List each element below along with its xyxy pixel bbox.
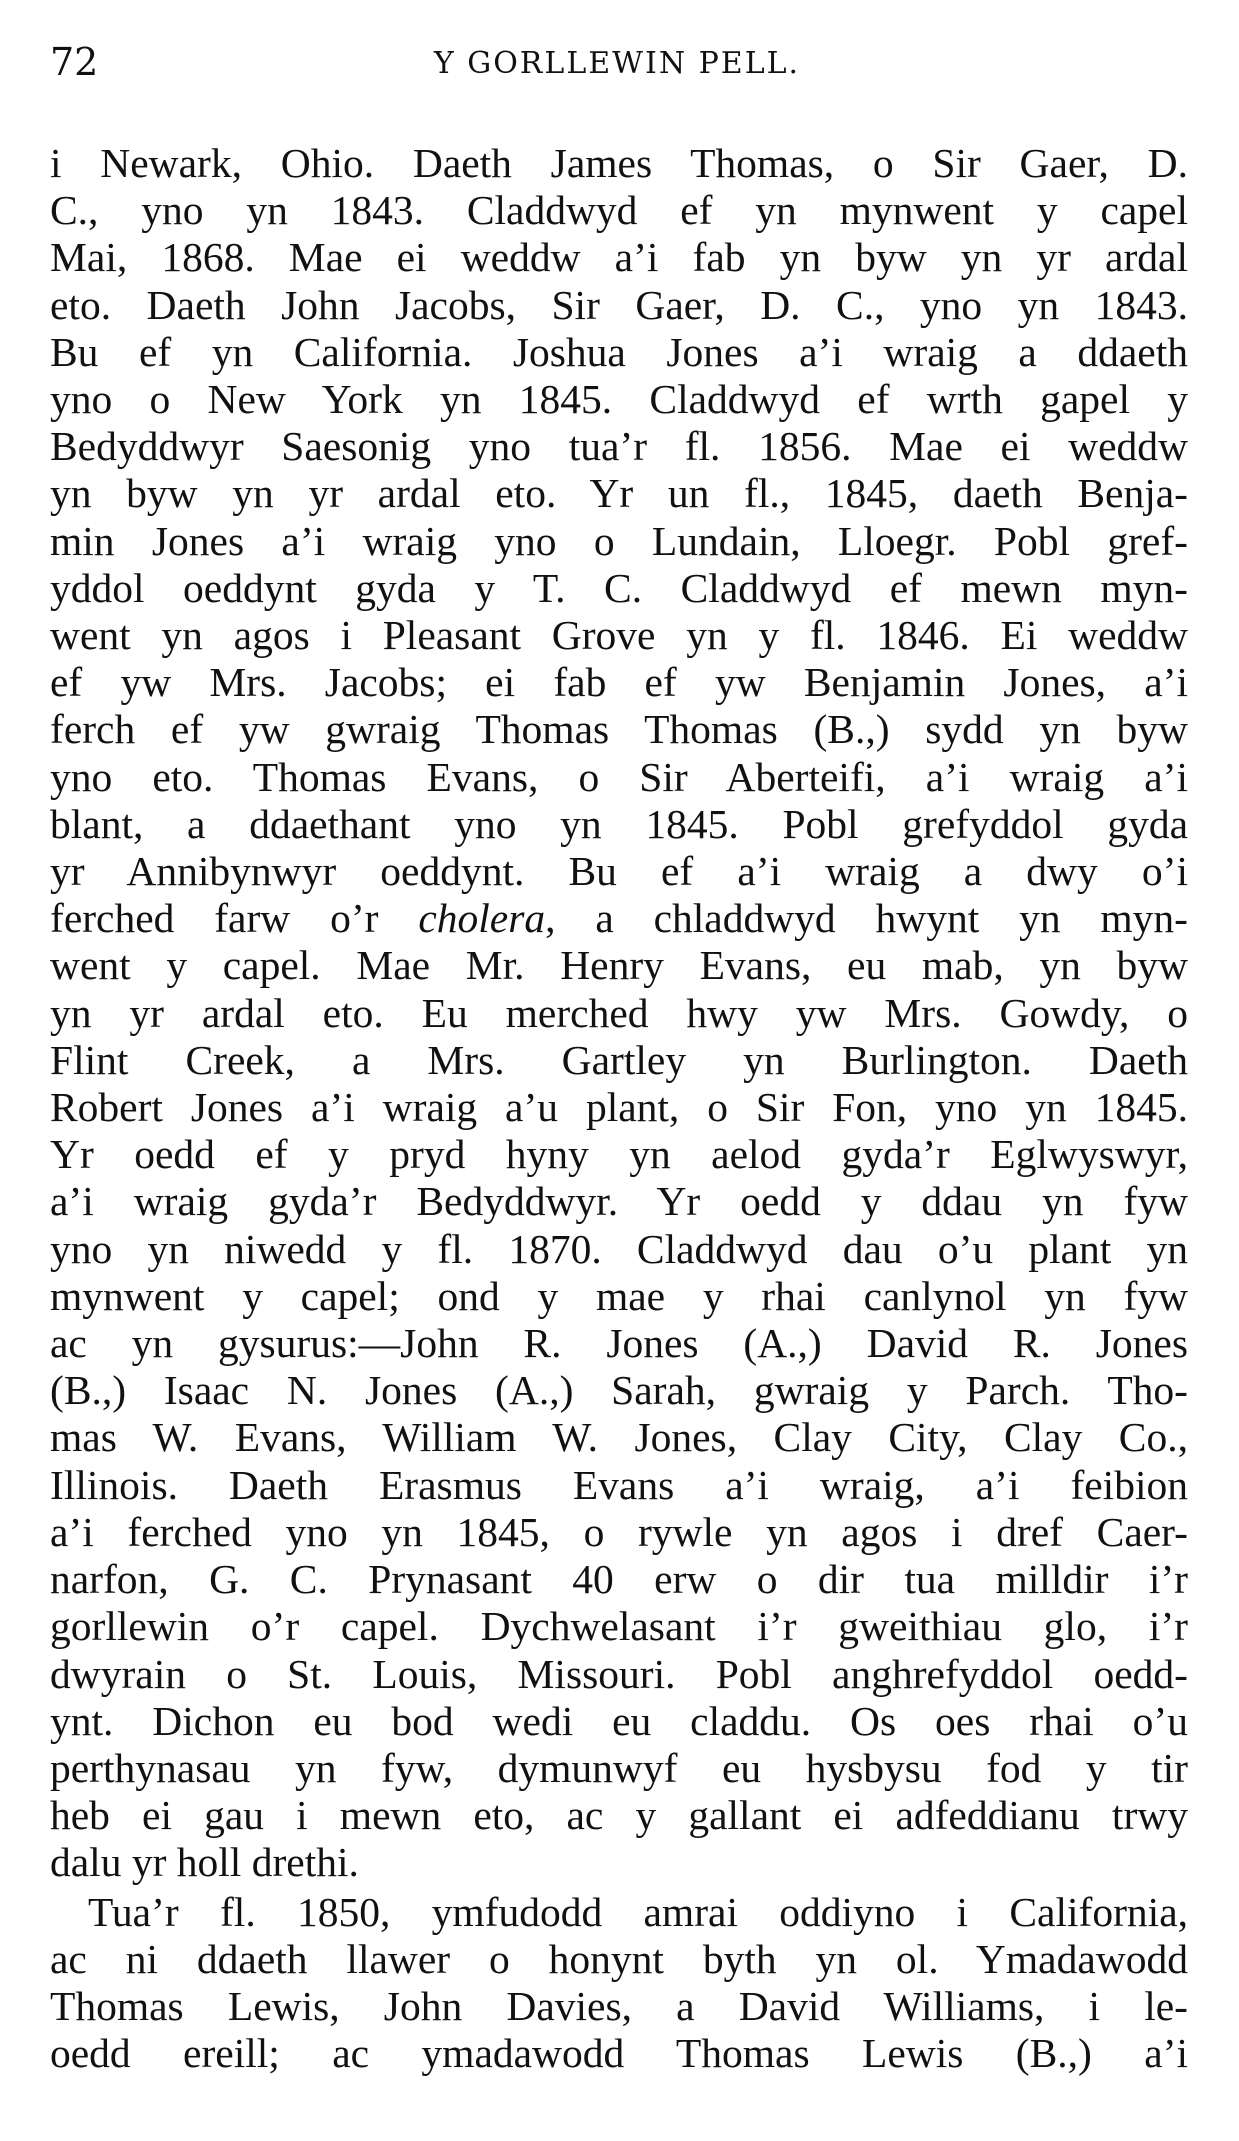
body-text: [50, 140, 1188, 2077]
italic-word: cholera: [418, 895, 546, 942]
text-line: Thomas Lewis, John Davies, a David Williams, i le-: [50, 1982, 1188, 2029]
running-head: Y GORLLEWIN PELL.: [433, 46, 801, 81]
paragraph: [50, 140, 1188, 1887]
text-line: heb ei gau i mewn eto, ac y gallant ei adfeddianu trwy: [50, 1792, 1188, 1839]
text-line: ef yw Mrs. Jacobs; ei fab ef yw Benjamin Jones, a’i: [50, 659, 1188, 706]
text-line: yr Annibynwyr oeddynt. Bu ef a’i wraig a dwy o’i: [50, 848, 1188, 895]
paragraph: [50, 1889, 1188, 2078]
text-line: yno eto. Thomas Evans, o Sir Aberteifi, a’i wraig a’i: [50, 753, 1188, 800]
page-header: [50, 40, 1184, 100]
text-line: went y capel. Mae Mr. Henry Evans, eu mab, yn byw: [50, 942, 1188, 989]
text-line: ynt. Dichon eu bod wedi eu claddu. Os oes rhai o’u: [50, 1697, 1188, 1744]
text-line: narfon, G. C. Prynasant 40 erw o dir tua milldir i’r: [50, 1556, 1188, 1603]
text-line: (B.,) Isaac N. Jones (A.,) Sarah, gwraig y Parch. Tho-: [50, 1367, 1188, 1414]
text-line: mynwent y capel; ond y mae y rhai canlynol yn fyw: [50, 1272, 1188, 1319]
text-line: Yr oedd ef y pryd hyny yn aelod gyda’r Eglwyswyr,: [50, 1131, 1188, 1178]
text-line: C., yno yn 1843. Claddwyd ef yn mynwent y capel: [50, 187, 1188, 234]
text-line: ac ni ddaeth llawer o honynt byth yn ol. Ymadawodd: [50, 1935, 1188, 1982]
text-line: dwyrain o St. Louis, Missouri. Pobl anghrefyddol oedd-: [50, 1650, 1188, 1697]
text-line: Tua’r fl. 1850, ymfudodd amrai oddiyno i California,: [88, 1888, 1188, 1935]
text-line: ac yn gysurus:—John R. Jones (A.,) David R. Jones: [50, 1320, 1188, 1367]
text-line: yno yn niwedd y fl. 1870. Claddwyd dau o’u plant yn: [50, 1225, 1188, 1272]
text-line: mas W. Evans, William W. Jones, Clay City, Clay Co.,: [50, 1414, 1188, 1461]
text-line: ferch ef yw gwraig Thomas Thomas (B.,) sydd yn byw: [50, 706, 1188, 753]
text-line: Robert Jones a’i wraig a’u plant, o Sir Fon, yno yn 1845.: [50, 1084, 1188, 1131]
text-line: Flint Creek, a Mrs. Gartley yn Burlington. Daeth: [50, 1036, 1188, 1083]
text-line: i Newark, Ohio. Daeth James Thomas, o Sir Gaer, D.: [50, 140, 1188, 186]
text-line: min Jones a’i wraig yno o Lundain, Lloegr. Pobl gref-: [50, 517, 1188, 564]
text-line: eto. Daeth John Jacobs, Sir Gaer, D. C., yno yn 1843.: [50, 281, 1188, 328]
text-line: went yn agos i Pleasant Grove yn y fl. 1846. Ei weddw: [50, 612, 1188, 659]
text-line: Mai, 1868. Mae ei weddw a’i fab yn byw yn yr ardal: [50, 234, 1188, 281]
text-line: yn yr ardal eto. Eu merched hwy yw Mrs. Gowdy, o: [50, 989, 1188, 1036]
text-line: yddol oeddynt gyda y T. C. Claddwyd ef mewn myn-: [50, 564, 1188, 611]
text-line: yno o New York yn 1845. Claddwyd ef wrth gapel y: [50, 376, 1188, 423]
text-line: oedd ereill; ac ymadawodd Thomas Lewis (B.,) a’i: [50, 2030, 1188, 2077]
text-run: , a chladdwyd hwynt yn myn-: [545, 895, 1189, 942]
text-line: a’i wraig gyda’r Bedyddwyr. Yr oedd y ddau yn fyw: [50, 1178, 1188, 1225]
page-number: 72: [50, 40, 99, 84]
text-line: Bu ef yn California. Joshua Jones a’i wraig a ddaeth: [50, 328, 1188, 375]
text-line: [50, 895, 1188, 942]
text-line: perthynasau yn fyw, dymunwyf eu hysbysu fod y tir: [50, 1744, 1188, 1791]
text-line: Bedyddwyr Saesonig yno tua’r fl. 1856. Mae ei weddw: [50, 423, 1188, 470]
text-line: blant, a ddaethant yno yn 1845. Pobl grefyddol gyda: [50, 800, 1188, 847]
text-line: dalu yr holl drethi.: [50, 1839, 359, 1886]
text-run: ferched farw o’r: [50, 895, 419, 942]
text-line: a’i ferched yno yn 1845, o rywle yn agos i dref Caer-: [50, 1508, 1188, 1555]
text-line: Illinois. Daeth Erasmus Evans a’i wraig, a’i feibion: [50, 1461, 1188, 1508]
text-line: gorllewin o’r capel. Dychwelasant i’r gweithiau glo, i’r: [50, 1603, 1188, 1650]
text-line: yn byw yn yr ardal eto. Yr un fl., 1845, daeth Benja-: [50, 470, 1188, 517]
